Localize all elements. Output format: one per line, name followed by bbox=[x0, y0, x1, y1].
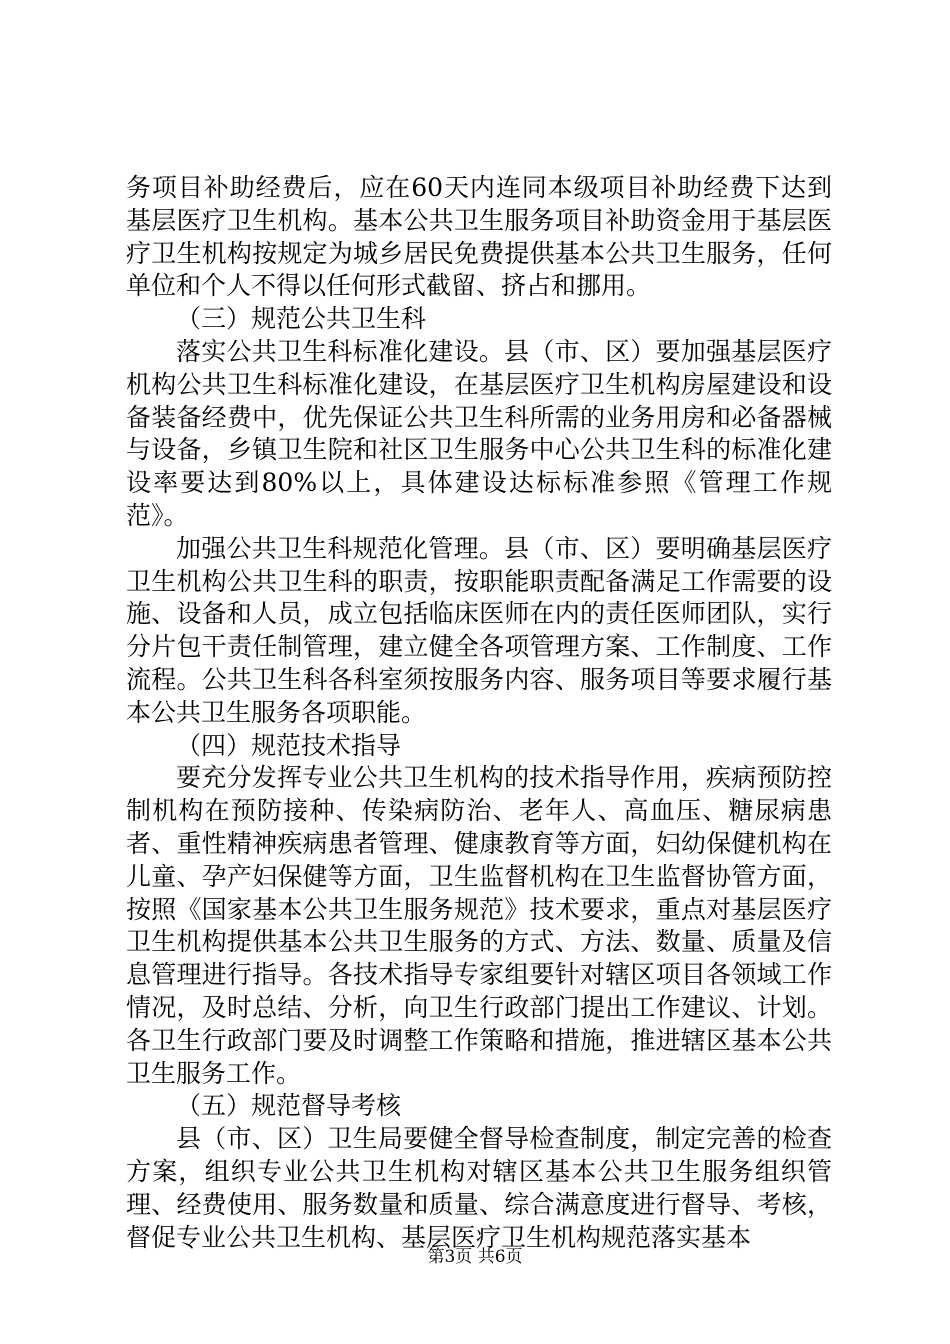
page-number-footer: 第3页 共6页 bbox=[427, 1247, 523, 1267]
paragraph-funding-continuation: 务项目补助经费后，应在60天内连同本级项目补助经费下达到基层医疗卫生机构。基本公共卫生服务项目补助资金用于基层医疗卫生机构按规定为城乡居民免费提供基本公共卫生服务，任何单位和个人不得以任何形式截留、挤占和挪用。 bbox=[126, 173, 832, 301]
section-heading-supervision: （五）规范督导考核 bbox=[176, 1091, 402, 1121]
section-heading-technical-guidance: （四）规范技术指导 bbox=[176, 730, 402, 760]
paragraph-standardization: 落实公共卫生科标准化建设。县（市、区）要加强基层医疗机构公共卫生科标准化建设，在基层医疗卫生机构房屋建设和设备装备经费中，优先保证公共卫生科所需的业务用房和必备器械与设备，乡镇卫生院和社区卫生服务中心公共卫生科的标准化建设率要达到80%以上，具体建设达标标准参照《管理工作规范》。 bbox=[126, 336, 832, 530]
paragraph-supervision: 县（市、区）卫生局要健全督导检查制度，制定完善的检查方案，组织专业公共卫生机构对辖区基本公共卫生服务组织管理、经费使用、服务数量和质量、综合满意度进行督导、考核，督促专业公共卫生机构、基层医疗卫生机构规范落实基本 bbox=[126, 1124, 832, 1252]
section-heading-public-health-dept: （三）规范公共卫生科 bbox=[176, 304, 427, 334]
paragraph-technical-guidance: 要充分发挥专业公共卫生机构的技术指导作用，疾病预防控制机构在预防接种、传染病防治、老年人、高血压、糖尿病患者、重性精神疾病患者管理、健康教育等方面，妇幼保健机构在儿童、孕产妇保健等方面，卫生监督机构在卫生监督协管方面，按照《国家基本公共卫生服务规范》技术要求，重点对基层医疗卫生机构提供基本公共卫生服务的方式、方法、数量、质量及信息管理进行指导。各技术指导专家组要针对辖区项目各领域工作情况，及时总结、分析，向卫生行政部门提出工作建议、计划。各卫生行政部门要及时调整工作策略和措施，推进辖区基本公共卫生服务工作。 bbox=[126, 763, 832, 1088]
paragraph-management: 加强公共卫生科规范化管理。县（市、区）要明确基层医疗卫生机构公共卫生科的职责，按职能职责配备满足工作需要的设施、设备和人员，成立包括临床医师在内的责任医师团队，实行分片包干责任制管理，建立健全各项管理方案、工作制度、工作流程。公共卫生科各科室须按服务内容、服务项目等要求履行基本公共卫生服务各项职能。 bbox=[126, 533, 832, 727]
document-body bbox=[126, 172, 832, 1254]
